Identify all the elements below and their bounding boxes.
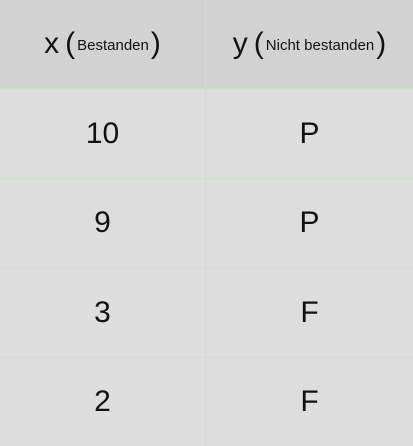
header-y-close-paren: ): [376, 27, 387, 60]
header-y-content: [233, 29, 386, 59]
cell-value: P: [299, 116, 320, 150]
table-cell-y: [206, 268, 413, 358]
header-y-label: Nicht bestanden: [265, 36, 375, 54]
table-cell-y: [206, 179, 413, 268]
cell-value: 2: [94, 385, 111, 418]
table-cell-x: [0, 89, 206, 179]
header-y-variable: y: [232, 27, 248, 60]
header-y-open-paren: (: [253, 27, 264, 60]
table-cell-y: [206, 358, 413, 446]
table-cell-x: [0, 268, 206, 358]
cell-value: 10: [85, 116, 120, 150]
header-x-close-paren: ): [150, 27, 161, 60]
header-x-content: [44, 29, 161, 59]
header-x-label: Bestanden: [77, 36, 149, 54]
table-cell-x: [0, 358, 206, 446]
header-x-variable: x: [44, 27, 60, 60]
cell-value: F: [300, 295, 319, 329]
cell-value: P: [299, 206, 320, 239]
header-x: [0, 0, 206, 89]
table-cell-y: [206, 89, 413, 179]
cell-value: 3: [94, 295, 111, 329]
cell-value: F: [300, 385, 319, 418]
header-y: [206, 0, 413, 89]
header-x-open-paren: (: [65, 27, 76, 60]
cell-value: 9: [94, 206, 111, 239]
table-cell-x: [0, 179, 206, 268]
